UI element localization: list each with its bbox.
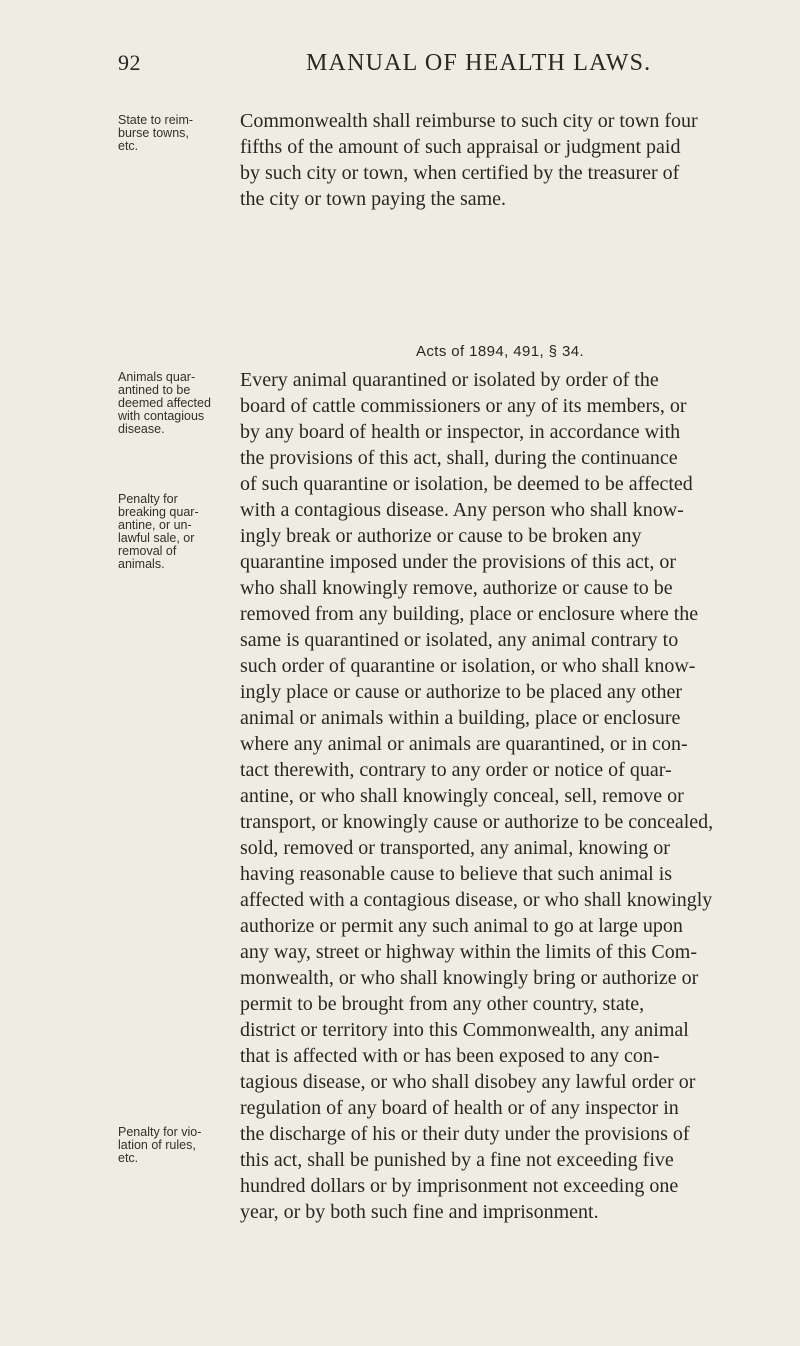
text-line: such order of quarantine or isolation, or who shall know-	[240, 655, 696, 677]
margin-note-line: Penalty for vio-	[118, 1125, 202, 1139]
margin-note-line: breaking quar-	[118, 505, 199, 519]
margin-note-line: lation of rules,	[118, 1138, 196, 1152]
text-line: transport, or knowingly cause or authorize to be concealed,	[240, 811, 714, 833]
margin-note-line: Animals quar-	[118, 370, 196, 384]
margin-note-line: deemed affected	[118, 396, 211, 410]
margin-note-line: Penalty for	[118, 492, 178, 506]
text-line: having reasonable cause to believe that such animal is	[240, 863, 673, 885]
margin-note-line: animals.	[118, 557, 165, 571]
text-line: ingly break or authorize or cause to be broken any	[240, 525, 642, 547]
text-line: where any animal or animals are quarantined, or in con-	[240, 733, 688, 755]
text-line: by any board of health or inspector, in accordance with	[240, 421, 681, 443]
margin-note-line: with contagious	[118, 409, 205, 423]
margin-note-penalty-violation	[118, 1126, 230, 1165]
text-line: the city or town paying the same.	[240, 188, 507, 210]
text-line: quarantine imposed under the provisions of this act, or	[240, 551, 677, 573]
margin-note-line: burse towns,	[118, 126, 189, 140]
margin-note-line: etc.	[118, 139, 139, 153]
text-line: sold, removed or transported, any animal, knowing or	[240, 837, 670, 859]
text-line: with a contagious disease. Any person who shall know-	[240, 499, 684, 521]
margin-note-line: disease.	[118, 422, 165, 436]
margin-note-line: etc.	[118, 1151, 139, 1165]
text-line: this act, shall be punished by a fine not exceeding five	[240, 1149, 674, 1171]
text-line: ingly place or cause or authorize to be placed any other	[240, 681, 683, 703]
margin-note-animals-quarantined	[118, 371, 230, 436]
text-line: by such city or town, when certified by the treasurer of	[240, 162, 680, 184]
text-line: who shall knowingly remove, authorize or cause to be	[240, 577, 673, 599]
text-line: district or territory into this Commonwealth, any animal	[240, 1019, 689, 1041]
margin-note-reimburse	[118, 114, 230, 153]
text-line: antine, or who shall knowingly conceal, sell, remove or	[240, 785, 684, 807]
text-line: regulation of any board of health or of any inspector in	[240, 1097, 679, 1119]
text-line: affected with a contagious disease, or who shall knowingly	[240, 889, 713, 911]
text-line: of such quarantine or isolation, be deemed to be affected	[240, 473, 693, 495]
text-line: fifths of the amount of such appraisal or judgment paid	[240, 136, 681, 158]
margin-note-line: removal of	[118, 544, 177, 558]
page-header	[118, 50, 758, 84]
text-line: that is affected with or has been exposed to any con-	[240, 1045, 660, 1067]
text-line: tagious disease, or who shall disobey any lawful order or	[240, 1071, 696, 1093]
margin-note-penalty-breaking	[118, 493, 230, 571]
text-line: tact therewith, contrary to any order or notice of quar-	[240, 759, 672, 781]
text-line: Commonwealth shall reimburse to such city or town four	[240, 110, 698, 132]
text-line: the discharge of his or their duty under the provisions of	[240, 1123, 690, 1145]
acts-citation-heading: Acts of 1894, 491, § 34.	[415, 343, 585, 360]
margin-note-line: lawful sale, or	[118, 531, 195, 545]
paragraph-quarantine-section	[240, 367, 760, 1225]
text-line: board of cattle commissioners or any of its members, or	[240, 395, 687, 417]
text-line: Every animal quarantined or isolated by order of the	[240, 369, 659, 391]
text-line: year, or by both such fine and imprisonment.	[240, 1201, 599, 1223]
text-line: monwealth, or who shall knowingly bring or authorize or	[240, 967, 699, 989]
text-line: permit to be brought from any other country, state,	[240, 993, 645, 1015]
text-line: same is quarantined or isolated, any animal contrary to	[240, 629, 679, 651]
text-line: hundred dollars or by imprisonment not exceeding one	[240, 1175, 679, 1197]
running-head: MANUAL OF HEALTH LAWS.	[306, 50, 652, 76]
margin-note-line: State to reim-	[118, 113, 194, 127]
margin-note-line: antine, or un-	[118, 518, 192, 532]
text-line: any way, street or highway within the limits of this Com-	[240, 941, 697, 963]
text-line: removed from any building, place or enclosure where the	[240, 603, 699, 625]
text-line: animal or animals within a building, place or enclosure	[240, 707, 681, 729]
page-number: 92	[118, 50, 141, 75]
margin-note-line: antined to be	[118, 383, 191, 397]
paragraph-reimbursement	[240, 108, 760, 212]
text-line: the provisions of this act, shall, during the continuance	[240, 447, 678, 469]
text-line: authorize or permit any such animal to go at large upon	[240, 915, 683, 937]
